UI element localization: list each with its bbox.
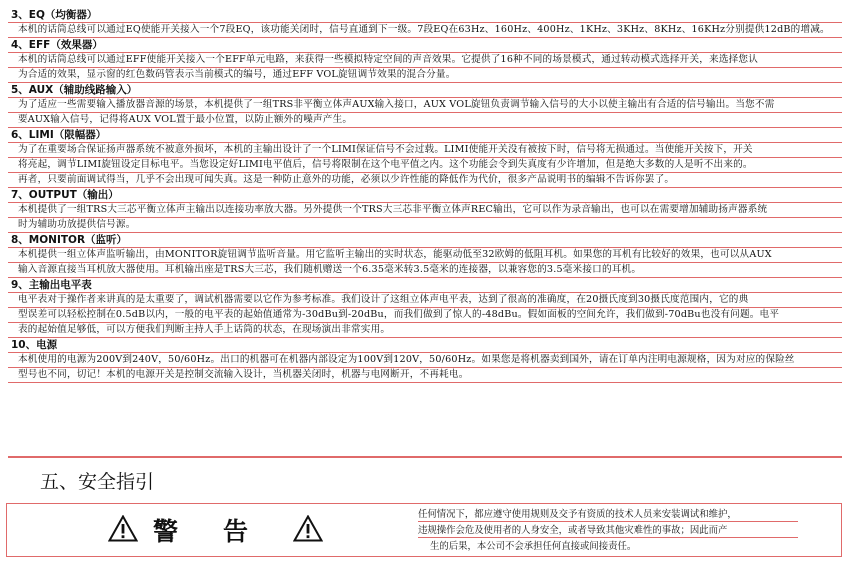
section-text-line: 本机提供了一组TRS大三芯平衡立体声主输出以连接功率放大器。另外提供一个TRS大三芯非平衡立体声REC输出，它可以作为录音输出，也可以在需要增加辅助扬声器系统 (8, 203, 842, 218)
section-text-line: 再者，只要前面调试得当，几乎不会出现可闻失真。这是一种防止意外的功能，必须以少许性能的降低作为代价，很多产品说明书的编辑不告诉你罢了。 (8, 173, 842, 188)
section-text-line: 本机的话筒总线可以通过EFF使能开关接入一个EFF单元电路，来获得一些模拟特定空间的声音效果。它提供了16种不同的场景模式，通过转动模式选择开关，来选择您认 (8, 53, 842, 68)
section-text-line: 本机使用的电源为200V到240V，50/60Hz。出口的机器可在机器内部设定为100V到120V，50/60Hz。如果您是将机器卖到国外，请在订单内注明电源规格，因为对应的保险丝 (8, 353, 842, 368)
section-heading: 4、EFF（效果器） (8, 38, 842, 53)
section-heading: 7、OUTPUT（输出） (8, 188, 842, 203)
section-heading: 10、电源 (8, 338, 842, 353)
warning-text (418, 506, 798, 554)
section-title-safety: 五、安全指引 (40, 471, 155, 493)
warning-word-1: 警 (153, 517, 179, 546)
warning-triangle-icon (108, 515, 138, 542)
section-text-line: 为了在重要场合保证扬声器系统不被意外损坏，本机的主输出设计了一个LIMI保证信号不会过载。LIMI使能开关没有被按下时，信号将无损通过。当使能开关按下，开关 (8, 143, 842, 158)
manual-section (8, 38, 842, 83)
section-text-line: 时为辅助功放提供信号源。 (8, 218, 842, 233)
manual-section (8, 8, 842, 38)
warning-box (6, 503, 842, 557)
section-text-line: 输入音源直接当耳机放大器使用。耳机输出座是TRS大三芯，我们随机赠送一个6.35毫米转3.5毫米的连接器，以兼容您的3.5毫米接口的耳机。 (8, 263, 842, 278)
warning-triangle-icon (293, 515, 323, 542)
section-text-line: 表的起始值足够低，可以方便我们判断主持人手上话筒的状态，在现场演出非常实用。 (8, 323, 842, 338)
warning-line: 违规操作会危及使用者的人身安全，或者导致其他灾难性的事故；因此而产 (418, 522, 798, 538)
section-text-line: 将亮起，调节LIMI旋钮设定目标电平。当您设定好LIMI电平值后，信号将限制在这个电平值之内。这个功能会令到失真度有少许增加，但是绝大多数的人是听不出来的。 (8, 158, 842, 173)
warning-word-2: 告 (223, 517, 249, 546)
section-text-line: 型误差可以轻松控制在0.5dB以内，一般的电平表的起始值通常为-30dBu到-20dBu，而我们做到了惊人的-48dBu。假如面板的空间允许，我们做到-70dBu也没有问题。电平 (8, 308, 842, 323)
manual-section (8, 233, 842, 278)
section-heading: 8、MONITOR（监听） (8, 233, 842, 248)
section-text-line: 要AUX输入信号，记得将AUX VOL置于最小位置，以防止额外的噪声产生。 (8, 113, 842, 128)
section-text-line: 为合适的效果，显示窗的红色数码管表示当前模式的编号，通过EFF VOL旋钮调节效果的混合分量。 (8, 68, 842, 83)
section-text-line: 本机提供一组立体声监听输出，由MONITOR旋钮调节监听音量。用它监听主输出的实时状态，能驱动低至32欧姆的低阻耳机。如果您的耳机有比较好的效果，也可以从AUX (8, 248, 842, 263)
section-text-line: 为了适应一些需要输入播放器音源的场景，本机提供了一组TRS非平衡立体声AUX输入接口，AUX VOL旋钮负责调节输入信号的大小以使主输出有合适的信号输出。当您不需 (8, 98, 842, 113)
section-heading: 5、AUX（辅助线路输入） (8, 83, 842, 98)
section-text-line: 型号也不同，切记！本机的电源开关是控制交流输入设计，当机器关闭时，机器与电网断开，不再耗电。 (8, 368, 842, 383)
manual-section (8, 338, 842, 383)
sections-bottom-rule (8, 456, 842, 458)
section-heading: 9、主输出电平表 (8, 278, 842, 293)
section-text-line: 电平表对于操作者来讲真的是太重要了，调试机器需要以它作为参考标准。我们设计了这组立体声电平表，达到了很高的准确度，在20摄氏度到30摄氏度范围内，它的典 (8, 293, 842, 308)
section-heading: 3、EQ（均衡器） (8, 8, 842, 23)
warning-line: 生的后果，本公司不会承担任何直接或间接责任。 (430, 541, 637, 552)
manual-section (8, 278, 842, 338)
manual-section (8, 128, 842, 188)
manual-section (8, 188, 842, 233)
manual-section (8, 83, 842, 128)
section-heading: 6、LIMI（限幅器） (8, 128, 842, 143)
section-text-line: 本机的话筒总线可以通过EQ使能开关接入一个7段EQ，该功能关闭时，信号直通到下一级。7段EQ在63Hz、160Hz、400Hz、1KHz、3KHz、8KHz、16KHz分别提供12dB的增减。 (8, 23, 842, 38)
warning-line: 任何情况下，都应遵守使用规则及交予有资质的技术人员来安装调试和维护， (418, 506, 798, 522)
